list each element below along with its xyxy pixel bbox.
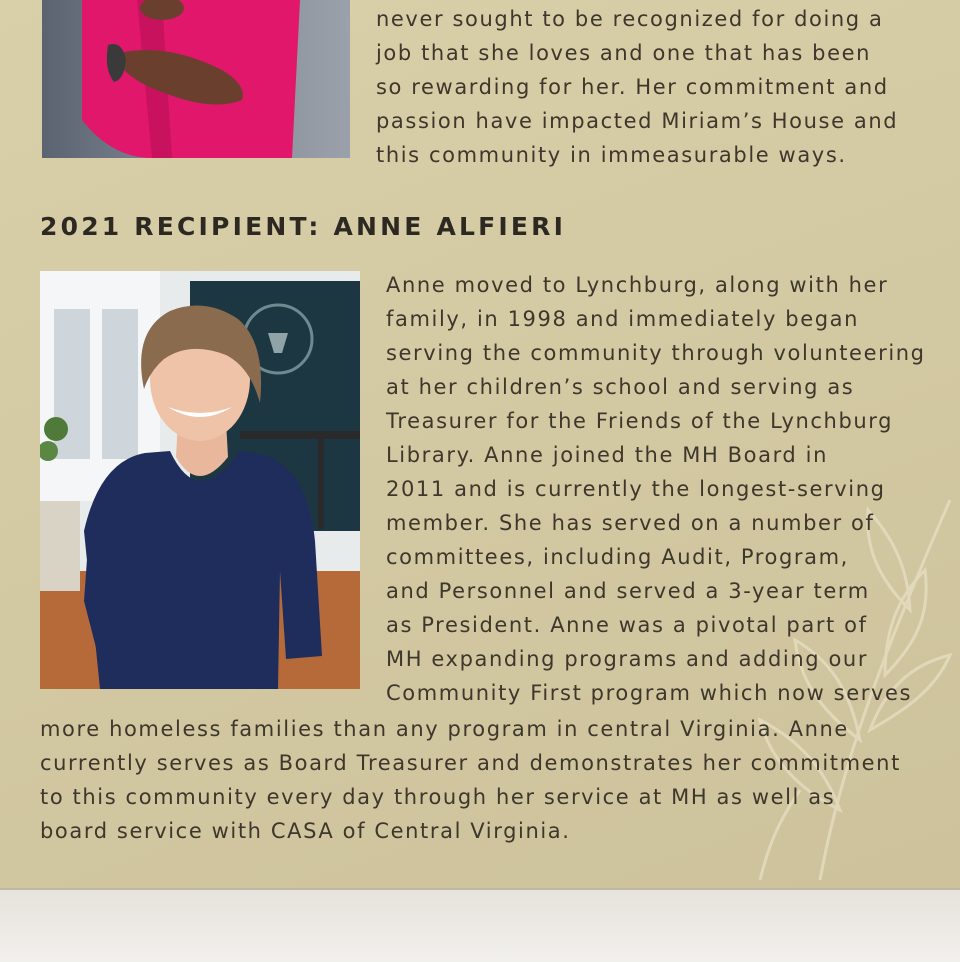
recipient-portrait-illustration xyxy=(40,271,360,689)
bio-line: Community First program which now serves xyxy=(386,681,913,705)
bio-line: and Personnel and served a 3-year term xyxy=(386,579,870,603)
bio-line: serving the community through volunteering xyxy=(386,341,926,365)
background-surface xyxy=(0,888,960,962)
bio-line: currently serves as Board Treasurer and demonstrates her commitment xyxy=(40,751,901,775)
top-paragraph-line: never sought to be recognized for doing a xyxy=(376,7,884,31)
top-paragraph-line: this community in immeasurable ways. xyxy=(376,143,847,167)
bio-line: to this community every day through her service at MH as well as xyxy=(40,785,836,809)
top-paragraph-line: job that she loves and one that has been xyxy=(376,41,872,65)
bio-line: at her children’s school and serving as xyxy=(386,375,855,399)
bio-line: family, in 1998 and immediately began xyxy=(386,307,860,331)
top-paragraph-line: passion have impacted Miriam’s House and xyxy=(376,109,899,133)
bio-line: Library. Anne joined the MH Board in xyxy=(386,443,828,467)
bio-line: member. She has served on a number of xyxy=(386,511,875,535)
bio-line: as President. Anne was a pivotal part of xyxy=(386,613,868,637)
bio-line: committees, including Audit, Program, xyxy=(386,545,849,569)
bio-line: Anne moved to Lynchburg, along with her xyxy=(386,273,889,297)
recipient-photo xyxy=(40,271,360,689)
bio-line: MH expanding programs and adding our xyxy=(386,647,869,671)
bio-line: more homeless families than any program in central Virginia. Anne xyxy=(40,717,849,741)
previous-recipient-illustration xyxy=(42,0,350,158)
section-heading: 2021 RECIPIENT: ANNE ALFIERI xyxy=(40,212,567,241)
bio-line: 2011 and is currently the longest-serving xyxy=(386,477,886,501)
top-paragraph-line: so rewarding for her. Her commitment and xyxy=(376,75,889,99)
previous-recipient-photo xyxy=(42,0,350,158)
bio-line: Treasurer for the Friends of the Lynchburg xyxy=(386,409,894,433)
bio-line: board service with CASA of Central Virginia. xyxy=(40,819,571,843)
